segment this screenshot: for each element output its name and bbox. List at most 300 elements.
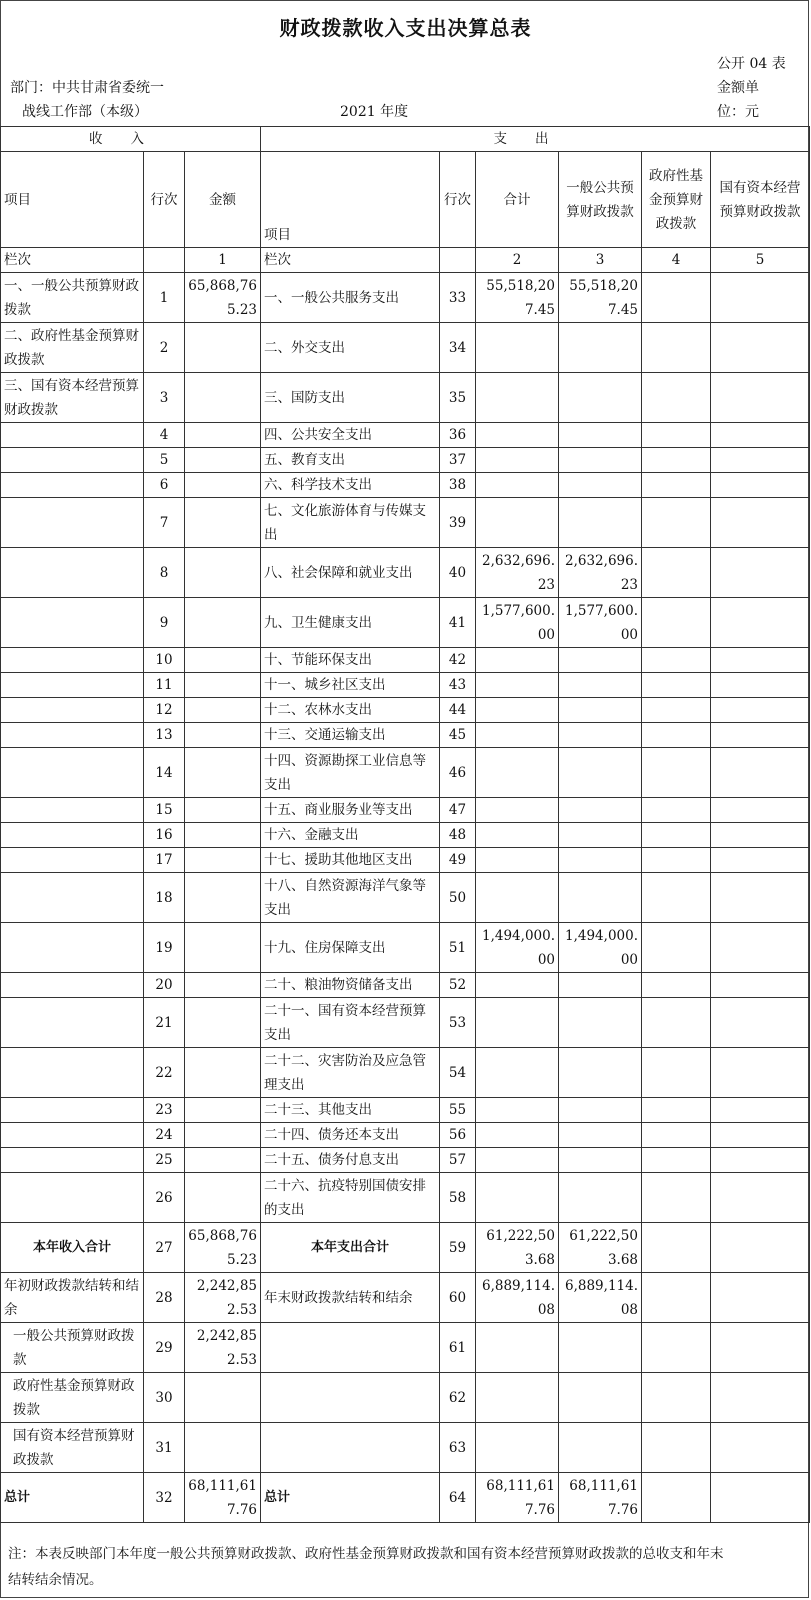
total-amount <box>476 1173 559 1223</box>
expense-item: 十三、交通运输支出 <box>261 723 440 748</box>
expense-item: 二十一、国有资本经营预算支出 <box>261 998 440 1048</box>
income-item-header: 项目 <box>1 152 144 248</box>
total-amount <box>476 1098 559 1123</box>
expense-item: 十五、商业服务业等支出 <box>261 798 440 823</box>
table-row <box>1 823 810 848</box>
expense-line-no: 33 <box>440 273 476 323</box>
general-budget-amount <box>559 723 642 748</box>
expense-item: 七、文化旅游体育与传媒支出 <box>261 498 440 548</box>
expense-line-no: 41 <box>440 598 476 648</box>
income-line-no: 31 <box>144 1423 185 1473</box>
table-row <box>1 498 810 548</box>
expense-line-no: 42 <box>440 648 476 673</box>
expense-line-no: 34 <box>440 323 476 373</box>
gov-fund-amount <box>642 1473 711 1523</box>
table-row <box>1 273 810 323</box>
gov-fund-amount <box>642 1273 711 1323</box>
income-amount <box>185 1123 261 1148</box>
income-item <box>1 873 144 923</box>
income-line-no: 1 <box>144 273 185 323</box>
gov-fund-amount <box>642 698 711 723</box>
expense-item <box>261 1323 440 1373</box>
income-amount <box>185 1173 261 1223</box>
expense-item: 十一、城乡社区支出 <box>261 673 440 698</box>
expense-item: 年末财政拨款结转和结余 <box>261 1273 440 1323</box>
column-index-2: 2 <box>476 248 559 273</box>
table-row <box>1 973 810 998</box>
income-line-no: 27 <box>144 1223 185 1273</box>
expense-line-no: 58 <box>440 1173 476 1223</box>
table-row <box>1 673 810 698</box>
expense-line-no: 44 <box>440 698 476 723</box>
income-amount <box>185 1423 261 1473</box>
income-amount <box>185 748 261 798</box>
income-line-header: 行次 <box>144 152 185 248</box>
gov-fund-amount <box>642 1423 711 1473</box>
table-row <box>1 473 810 498</box>
gov-fund-amount <box>642 973 711 998</box>
gov-fund-amount <box>642 1148 711 1173</box>
expense-line-no: 48 <box>440 823 476 848</box>
total-amount <box>476 723 559 748</box>
income-amount <box>185 1148 261 1173</box>
general-budget-amount: 6,889,114.08 <box>559 1273 642 1323</box>
total-amount: 61,222,503.68 <box>476 1223 559 1273</box>
expense-item <box>261 1423 440 1473</box>
expense-item: 八、社会保障和就业支出 <box>261 548 440 598</box>
fiscal-year: 2021 年度 <box>340 104 409 120</box>
state-capital-amount <box>711 798 810 823</box>
income-item <box>1 998 144 1048</box>
gov-fund-amount <box>642 1048 711 1098</box>
income-amount <box>185 473 261 498</box>
table-row <box>1 848 810 873</box>
income-amount: 65,868,765.23 <box>185 1223 261 1273</box>
income-amount: 68,111,617.76 <box>185 1473 261 1523</box>
table-row <box>1 373 810 423</box>
expense-item: 二十三、其他支出 <box>261 1098 440 1123</box>
total-amount <box>476 698 559 723</box>
income-line-no: 24 <box>144 1123 185 1148</box>
expense-item: 三、国防支出 <box>261 373 440 423</box>
income-line-no: 14 <box>144 748 185 798</box>
expense-item: 十二、农林水支出 <box>261 698 440 723</box>
income-line-no: 10 <box>144 648 185 673</box>
table-row <box>1 1473 810 1523</box>
expense-item: 六、科学技术支出 <box>261 473 440 498</box>
gov-fund-amount <box>642 548 711 598</box>
expense-line-no: 63 <box>440 1423 476 1473</box>
income-line-no: 26 <box>144 1173 185 1223</box>
general-budget-amount <box>559 873 642 923</box>
income-amount <box>185 673 261 698</box>
income-amount <box>185 973 261 998</box>
state-capital-amount <box>711 923 810 973</box>
expense-line-no: 40 <box>440 548 476 598</box>
table-row <box>1 598 810 648</box>
income-line-no: 9 <box>144 598 185 648</box>
gov-fund-amount <box>642 673 711 698</box>
income-item <box>1 1048 144 1098</box>
expense-line-header: 行次 <box>440 152 476 248</box>
total-amount: 1,494,000.00 <box>476 923 559 973</box>
state-capital-amount <box>711 598 810 648</box>
general-budget-amount: 68,111,617.76 <box>559 1473 642 1523</box>
table-row <box>1 1373 810 1423</box>
income-amount <box>185 723 261 748</box>
total-header: 合计 <box>476 152 559 248</box>
gov-fund-amount <box>642 798 711 823</box>
gov-fund-amount <box>642 748 711 798</box>
income-line-no: 29 <box>144 1323 185 1373</box>
total-amount: 55,518,207.45 <box>476 273 559 323</box>
gov-fund-header: 政府性基金预算财政拨款 <box>642 152 711 248</box>
gov-fund-amount <box>642 1323 711 1373</box>
gov-fund-amount <box>642 1373 711 1423</box>
state-capital-amount <box>711 1323 810 1373</box>
income-amount <box>185 373 261 423</box>
income-line-no: 16 <box>144 823 185 848</box>
gov-fund-amount <box>642 598 711 648</box>
state-capital-amount <box>711 323 810 373</box>
income-line-no: 22 <box>144 1048 185 1098</box>
expense-line-no: 53 <box>440 998 476 1048</box>
income-amount <box>185 648 261 673</box>
expense-item: 十七、援助其他地区支出 <box>261 848 440 873</box>
income-item: 政府性基金预算财政拨款 <box>1 1373 144 1423</box>
state-capital-amount <box>711 273 810 323</box>
expense-item: 十九、住房保障支出 <box>261 923 440 973</box>
gov-fund-amount <box>642 873 711 923</box>
gov-fund-amount <box>642 723 711 748</box>
income-item <box>1 1098 144 1123</box>
income-item <box>1 648 144 673</box>
expense-line-no: 55 <box>440 1098 476 1123</box>
income-item <box>1 723 144 748</box>
income-item: 二、政府性基金预算财政拨款 <box>1 323 144 373</box>
general-budget-amount <box>559 798 642 823</box>
total-amount: 2,632,696.23 <box>476 548 559 598</box>
income-item <box>1 848 144 873</box>
expense-item: 五、教育支出 <box>261 448 440 473</box>
total-amount: 1,577,600.00 <box>476 598 559 648</box>
income-line-no: 2 <box>144 323 185 373</box>
table-row <box>1 923 810 973</box>
income-amount <box>185 823 261 848</box>
expense-line-no: 56 <box>440 1123 476 1148</box>
table-row <box>1 723 810 748</box>
expense-item: 四、公共安全支出 <box>261 423 440 448</box>
column-index-5: 5 <box>711 248 810 273</box>
income-amount: 65,868,765.23 <box>185 273 261 323</box>
gov-fund-amount <box>642 273 711 323</box>
income-item <box>1 823 144 848</box>
state-capital-amount <box>711 1173 810 1223</box>
gov-fund-amount <box>642 1223 711 1273</box>
income-line-no: 32 <box>144 1473 185 1523</box>
state-capital-amount <box>711 698 810 723</box>
table-row <box>1 1098 810 1123</box>
gov-fund-amount <box>642 998 711 1048</box>
general-budget-amount: 1,494,000.00 <box>559 923 642 973</box>
column-index-label-2: 栏次 <box>261 248 440 273</box>
state-capital-amount <box>711 998 810 1048</box>
state-capital-amount <box>711 1123 810 1148</box>
expense-item-header: 项目 <box>261 152 440 248</box>
income-line-no: 21 <box>144 998 185 1048</box>
income-line-no: 20 <box>144 973 185 998</box>
total-amount <box>476 1323 559 1373</box>
state-capital-amount <box>711 648 810 673</box>
total-amount <box>476 848 559 873</box>
income-item <box>1 598 144 648</box>
state-capital-amount <box>711 748 810 798</box>
general-budget-amount <box>559 673 642 698</box>
expense-line-no: 45 <box>440 723 476 748</box>
table-row <box>1 423 810 448</box>
footnote: 注：本表反映部门本年度一般公共预算财政拨款、政府性基金预算财政拨款和国有资本经营预算财政拨款的总收支和年末结转结余情况。 <box>8 1546 724 1588</box>
income-line-no: 3 <box>144 373 185 423</box>
department-line-1: 部门：中共甘肃省委统一 <box>10 80 164 96</box>
income-amount-header: 金额 <box>185 152 261 248</box>
state-capital-amount <box>711 723 810 748</box>
income-amount <box>185 798 261 823</box>
state-capital-amount <box>711 1048 810 1098</box>
total-amount <box>476 448 559 473</box>
income-item <box>1 548 144 598</box>
income-item <box>1 473 144 498</box>
table-row <box>1 873 810 923</box>
gov-fund-amount <box>642 923 711 973</box>
state-capital-amount <box>711 1423 810 1473</box>
table-row <box>1 1123 810 1148</box>
general-budget-amount <box>559 1048 642 1098</box>
department-line-2: 战线工作部（本级） <box>22 104 148 120</box>
income-amount <box>185 323 261 373</box>
general-budget-amount <box>559 973 642 998</box>
income-item <box>1 448 144 473</box>
income-line-no: 23 <box>144 1098 185 1123</box>
income-line-no: 5 <box>144 448 185 473</box>
income-item: 总计 <box>1 1473 144 1523</box>
income-line-no: 6 <box>144 473 185 498</box>
income-item: 三、国有资本经营预算财政拨款 <box>1 373 144 423</box>
table-row <box>1 1173 810 1223</box>
expense-line-no: 51 <box>440 923 476 973</box>
expense-line-no: 62 <box>440 1373 476 1423</box>
total-amount <box>476 798 559 823</box>
column-index-4: 4 <box>642 248 711 273</box>
table-row <box>1 1273 810 1323</box>
expense-line-no: 43 <box>440 673 476 698</box>
income-amount <box>185 698 261 723</box>
expense-line-no: 46 <box>440 748 476 798</box>
table-row <box>1 748 810 798</box>
general-budget-amount: 2,632,696.23 <box>559 548 642 598</box>
state-capital-amount <box>711 1373 810 1423</box>
gov-fund-amount <box>642 498 711 548</box>
total-amount <box>476 1423 559 1473</box>
expense-item: 二十六、抗疫特别国债安排的支出 <box>261 1173 440 1223</box>
general-budget-amount <box>559 373 642 423</box>
general-budget-amount <box>559 323 642 373</box>
income-item <box>1 698 144 723</box>
expense-line-no: 57 <box>440 1148 476 1173</box>
expense-line-no: 37 <box>440 448 476 473</box>
total-amount <box>476 998 559 1048</box>
unit-line-2: 位：元 <box>717 104 759 120</box>
income-item <box>1 923 144 973</box>
state-capital-amount <box>711 1098 810 1123</box>
state-capital-amount <box>711 973 810 998</box>
column-index-label: 栏次 <box>1 248 144 273</box>
general-budget-amount <box>559 1098 642 1123</box>
expense-item: 十八、自然资源海洋气象等支出 <box>261 873 440 923</box>
income-item: 国有资本经营预算财政拨款 <box>1 1423 144 1473</box>
expense-item: 二十四、债务还本支出 <box>261 1123 440 1148</box>
income-item <box>1 1173 144 1223</box>
table-row <box>1 1048 810 1098</box>
table-row <box>1 323 810 373</box>
appropriation-table <box>0 126 810 1523</box>
total-amount <box>476 748 559 798</box>
gov-fund-amount <box>642 423 711 448</box>
total-amount: 6,889,114.08 <box>476 1273 559 1323</box>
general-budget-amount <box>559 1173 642 1223</box>
expense-item: 总计 <box>261 1473 440 1523</box>
expense-line-no: 52 <box>440 973 476 998</box>
expense-line-no: 39 <box>440 498 476 548</box>
expense-line-no: 49 <box>440 848 476 873</box>
general-budget-amount <box>559 848 642 873</box>
income-item: 一般公共预算财政拨款 <box>1 1323 144 1373</box>
table-row <box>1 698 810 723</box>
income-amount <box>185 1048 261 1098</box>
expense-item <box>261 1373 440 1423</box>
state-capital-amount <box>711 548 810 598</box>
total-amount <box>476 1373 559 1423</box>
income-amount <box>185 448 261 473</box>
column-index-1: 1 <box>185 248 261 273</box>
general-budget-amount <box>559 698 642 723</box>
income-item: 年初财政拨款结转和结余 <box>1 1273 144 1323</box>
income-item <box>1 973 144 998</box>
gov-fund-amount <box>642 448 711 473</box>
gov-fund-amount <box>642 1123 711 1148</box>
general-budget-amount <box>559 1123 642 1148</box>
income-amount <box>185 873 261 923</box>
general-budget-amount <box>559 1148 642 1173</box>
state-capital-amount <box>711 448 810 473</box>
total-amount <box>476 323 559 373</box>
income-line-no: 12 <box>144 698 185 723</box>
general-budget-amount <box>559 1373 642 1423</box>
general-budget-amount: 55,518,207.45 <box>559 273 642 323</box>
expense-line-no: 35 <box>440 373 476 423</box>
income-item <box>1 498 144 548</box>
income-line-no: 4 <box>144 423 185 448</box>
state-capital-amount <box>711 473 810 498</box>
page-title: 财政拨款收入支出决算总表 <box>279 16 532 40</box>
income-line-no: 25 <box>144 1148 185 1173</box>
table-row <box>1 1223 810 1273</box>
total-amount: 68,111,617.76 <box>476 1473 559 1523</box>
general-budget-amount: 61,222,503.68 <box>559 1223 642 1273</box>
expense-line-no: 60 <box>440 1273 476 1323</box>
table-row <box>1 1423 810 1473</box>
general-budget-amount <box>559 473 642 498</box>
state-capital-amount <box>711 848 810 873</box>
income-amount <box>185 598 261 648</box>
expense-item: 十六、金融支出 <box>261 823 440 848</box>
general-budget-amount <box>559 423 642 448</box>
total-amount <box>476 673 559 698</box>
gov-fund-amount <box>642 323 711 373</box>
general-budget-amount <box>559 823 642 848</box>
income-item <box>1 798 144 823</box>
income-line-no: 8 <box>144 548 185 598</box>
income-section-header: 收入 <box>1 127 261 152</box>
income-amount: 2,242,852.53 <box>185 1273 261 1323</box>
table-row <box>1 1148 810 1173</box>
total-amount <box>476 473 559 498</box>
expense-line-no: 61 <box>440 1323 476 1373</box>
total-amount <box>476 373 559 423</box>
table-row <box>1 998 810 1048</box>
income-line-no: 18 <box>144 873 185 923</box>
expense-item: 二十二、灾害防治及应急管理支出 <box>261 1048 440 1098</box>
total-amount <box>476 423 559 448</box>
general-budget-amount <box>559 1423 642 1473</box>
expense-item: 二、外交支出 <box>261 323 440 373</box>
total-amount <box>476 873 559 923</box>
income-line-no: 7 <box>144 498 185 548</box>
expense-line-no: 59 <box>440 1223 476 1273</box>
form-number: 公开 04 表 <box>717 56 786 72</box>
state-capital-amount <box>711 1223 810 1273</box>
income-line-no: 11 <box>144 673 185 698</box>
gov-fund-amount <box>642 373 711 423</box>
state-capital-amount <box>711 1273 810 1323</box>
expense-item: 九、卫生健康支出 <box>261 598 440 648</box>
expense-item: 十、节能环保支出 <box>261 648 440 673</box>
total-amount <box>476 1048 559 1098</box>
table-row <box>1 1323 810 1373</box>
general-budget-amount <box>559 1323 642 1373</box>
income-amount <box>185 1098 261 1123</box>
income-amount <box>185 1373 261 1423</box>
total-amount <box>476 648 559 673</box>
expense-line-no: 38 <box>440 473 476 498</box>
income-item <box>1 1123 144 1148</box>
column-index-3: 3 <box>559 248 642 273</box>
expense-item: 二十、粮油物资储备支出 <box>261 973 440 998</box>
expense-item: 本年支出合计 <box>261 1223 440 1273</box>
general-budget-amount <box>559 498 642 548</box>
income-item <box>1 423 144 448</box>
gov-fund-amount <box>642 648 711 673</box>
state-capital-amount <box>711 1473 810 1523</box>
income-line-no: 28 <box>144 1273 185 1323</box>
general-budget-amount: 1,577,600.00 <box>559 598 642 648</box>
total-amount <box>476 1123 559 1148</box>
income-line-no: 13 <box>144 723 185 748</box>
income-item <box>1 1148 144 1173</box>
general-budget-amount <box>559 648 642 673</box>
state-capital-amount <box>711 498 810 548</box>
expense-item: 一、一般公共服务支出 <box>261 273 440 323</box>
table-row <box>1 648 810 673</box>
